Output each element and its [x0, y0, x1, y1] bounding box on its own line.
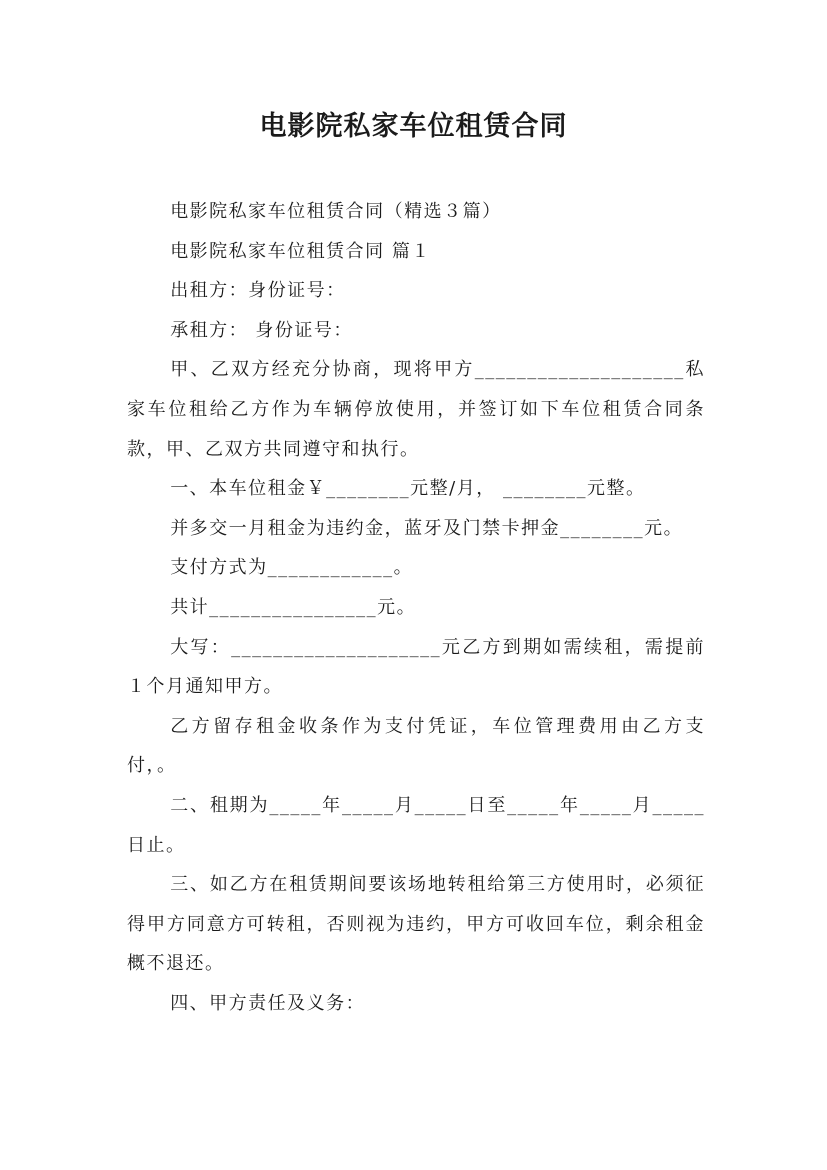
paragraph-clause-4-heading: 四、甲方责任及义务： [170, 992, 366, 1014]
paragraph-clause-2-term: 二、租期为_____年_____月_____日至_____年_____月_____日止。 [127, 794, 705, 856]
paragraph-selection-heading: 电影院私家车位租赁合同（精选３篇） [170, 201, 502, 222]
document-body [127, 192, 705, 1023]
paragraph-preamble: 甲、乙双方经充分协商，现将甲方____________________私家车位租给乙方作为车辆停放使用，并签订如下车位租赁合同条款，甲、乙双方共同遵守和执行。 [127, 359, 705, 460]
paragraph-chapter-heading: 电影院私家车位租赁合同 篇１ [170, 240, 431, 262]
paragraph-clause-1-rent: 一、本车位租金￥________元整/月， ________元整。 [170, 478, 646, 500]
paragraph-payment-method: 支付方式为____________。 [170, 557, 414, 579]
paragraph-deposit: 并多交一月租金为违约金，蓝牙及门禁卡押金________元。 [170, 517, 684, 539]
paragraph-lessee: 承租方： 身份证号： [170, 319, 353, 341]
paragraph-amount-in-words: 大写：____________________元乙方到期如需续租，需提前１个月通知甲方。 [127, 636, 705, 698]
paragraph-lessor: 出租方：身份证号： [170, 280, 346, 302]
paragraph-receipt: 乙方留存租金收条作为支付凭证，车位管理费用由乙方支付，。 [127, 715, 705, 777]
document-title: 电影院私家车位租赁合同 [259, 111, 568, 142]
paragraph-total: 共计________________元。 [170, 596, 417, 618]
paragraph-clause-3-sublease: 三、如乙方在租赁期间要该场地转租给第三方使用时，必须征得甲方同意方可转租，否则视为违约，甲方可收回车位，剩余租金概不退还。 [127, 874, 705, 975]
